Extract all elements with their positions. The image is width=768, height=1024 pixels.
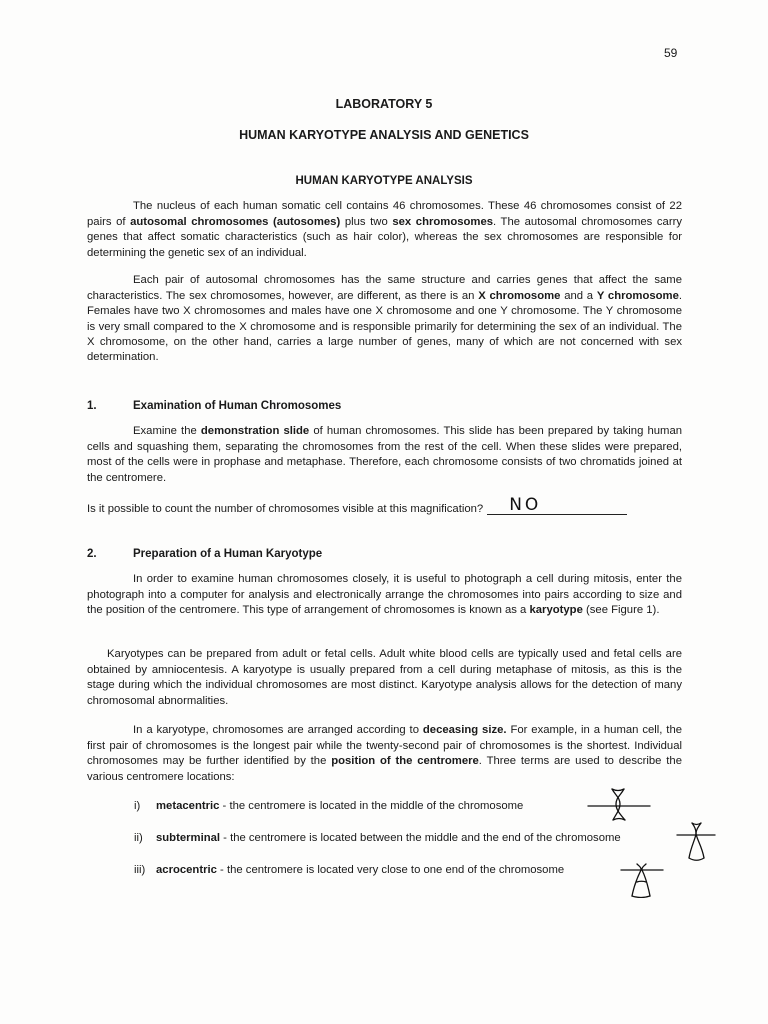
section-1-number: 1. <box>87 400 97 412</box>
term-subterminal: ii) subterminal - the centromere is located between the middle and the end of the chromosome <box>134 832 621 844</box>
document-title: HUMAN KARYOTYPE ANALYSIS AND GENETICS <box>239 128 529 142</box>
section-1-paragraph: Examine the demonstration slide of human chromosomes. This slide has been prepared by taking human cells and squashing them, separating the chromosomes from the rest of the cell. When these slides were prepared, most of the cells were in prophase and metaphase. Therefore, each chromosome consists of two chromatids joined at the centromere. <box>87 425 683 484</box>
intro-paragraph-2: Each pair of autosomal chromosomes has the same structure and carries genes that affect the same characteristics. The sex chromosomes, however, are different, as there is an X chromosome and a Y chromosome. Females have two X chromosomes and males have one X chromosome and one Y chromosome. The Y chromosome is very small compared to the X chromosome and is responsible primarily for determining the sex of an individual. The X chromosome, on the other hand, carries a large number of genes, many of which are not concerned with sex determination. <box>87 274 683 364</box>
lab-label: LABORATORY 5 <box>335 97 433 111</box>
page-number: 59 <box>664 46 678 60</box>
question-text: Is it possible to count the number of chromosomes visible at this magnification? <box>87 503 484 515</box>
section-2-paragraph-3: In a karyotype, chromosomes are arranged according to deceasing size. For example, in a human cell, the first pair of chromosomes is the longest pair while the twenty-second pair of chromosomes is the shortest. Individual chromosomes may be further identified by the position of the centromere. Three terms are used to describe the various centromere locations: <box>87 724 683 783</box>
section-1-heading <box>87 400 341 412</box>
metacentric-chromosome-sketch <box>586 786 652 822</box>
term-metacentric: i) metacentric - the centromere is located in the middle of the chromosome <box>134 800 524 812</box>
subterminal-chromosome-sketch <box>676 820 716 862</box>
section-2-heading <box>87 548 322 560</box>
section-2-paragraph-2: Karyotypes can be prepared from adult or fetal cells. Adult white blood cells are typically used and fetal cells are obtained by amniocentesis. A karyotype is usually prepared from a cell during metaphase of mitosis, as this is the stage during which the individual chromosomes are most distinct. Karyotype analysis allows for the detection of many chromosomal abnormalities. <box>87 648 682 707</box>
section-2-number: 2. <box>87 548 97 560</box>
magnification-question <box>87 495 627 515</box>
answer-field[interactable] <box>487 495 627 515</box>
handwritten-answer: NO <box>509 495 542 515</box>
acrocentric-chromosome-sketch <box>620 856 664 898</box>
section-subtitle: HUMAN KARYOTYPE ANALYSIS <box>295 175 473 187</box>
intro-paragraph-1: The nucleus of each human somatic cell contains 46 chromosomes. These 46 chromosomes consist of 22 pairs of autosomal chromosomes (autosomes) plus two sex chromosomes. The autosomal chromosomes carry genes that affect somatic characteristics (such as hair color), whereas the sex chromosomes are responsible for determining the genetic sex of an individual. <box>87 200 682 259</box>
term-acrocentric: iii) acrocentric - the centromere is located very close to one end of the chromosome <box>134 864 565 876</box>
section-2-title: Preparation of a Human Karyotype <box>133 548 323 560</box>
section-2-paragraph-1: In order to examine human chromosomes closely, it is useful to photograph a cell during mitosis, enter the photograph into a computer for analysis and electronically arrange the chromosomes into pairs according to size and the position of the centromere. This type of arrangement of chromosomes is known as a karyotype (see Figure 1). <box>87 573 682 617</box>
section-1-title: Examination of Human Chromosomes <box>133 400 342 412</box>
